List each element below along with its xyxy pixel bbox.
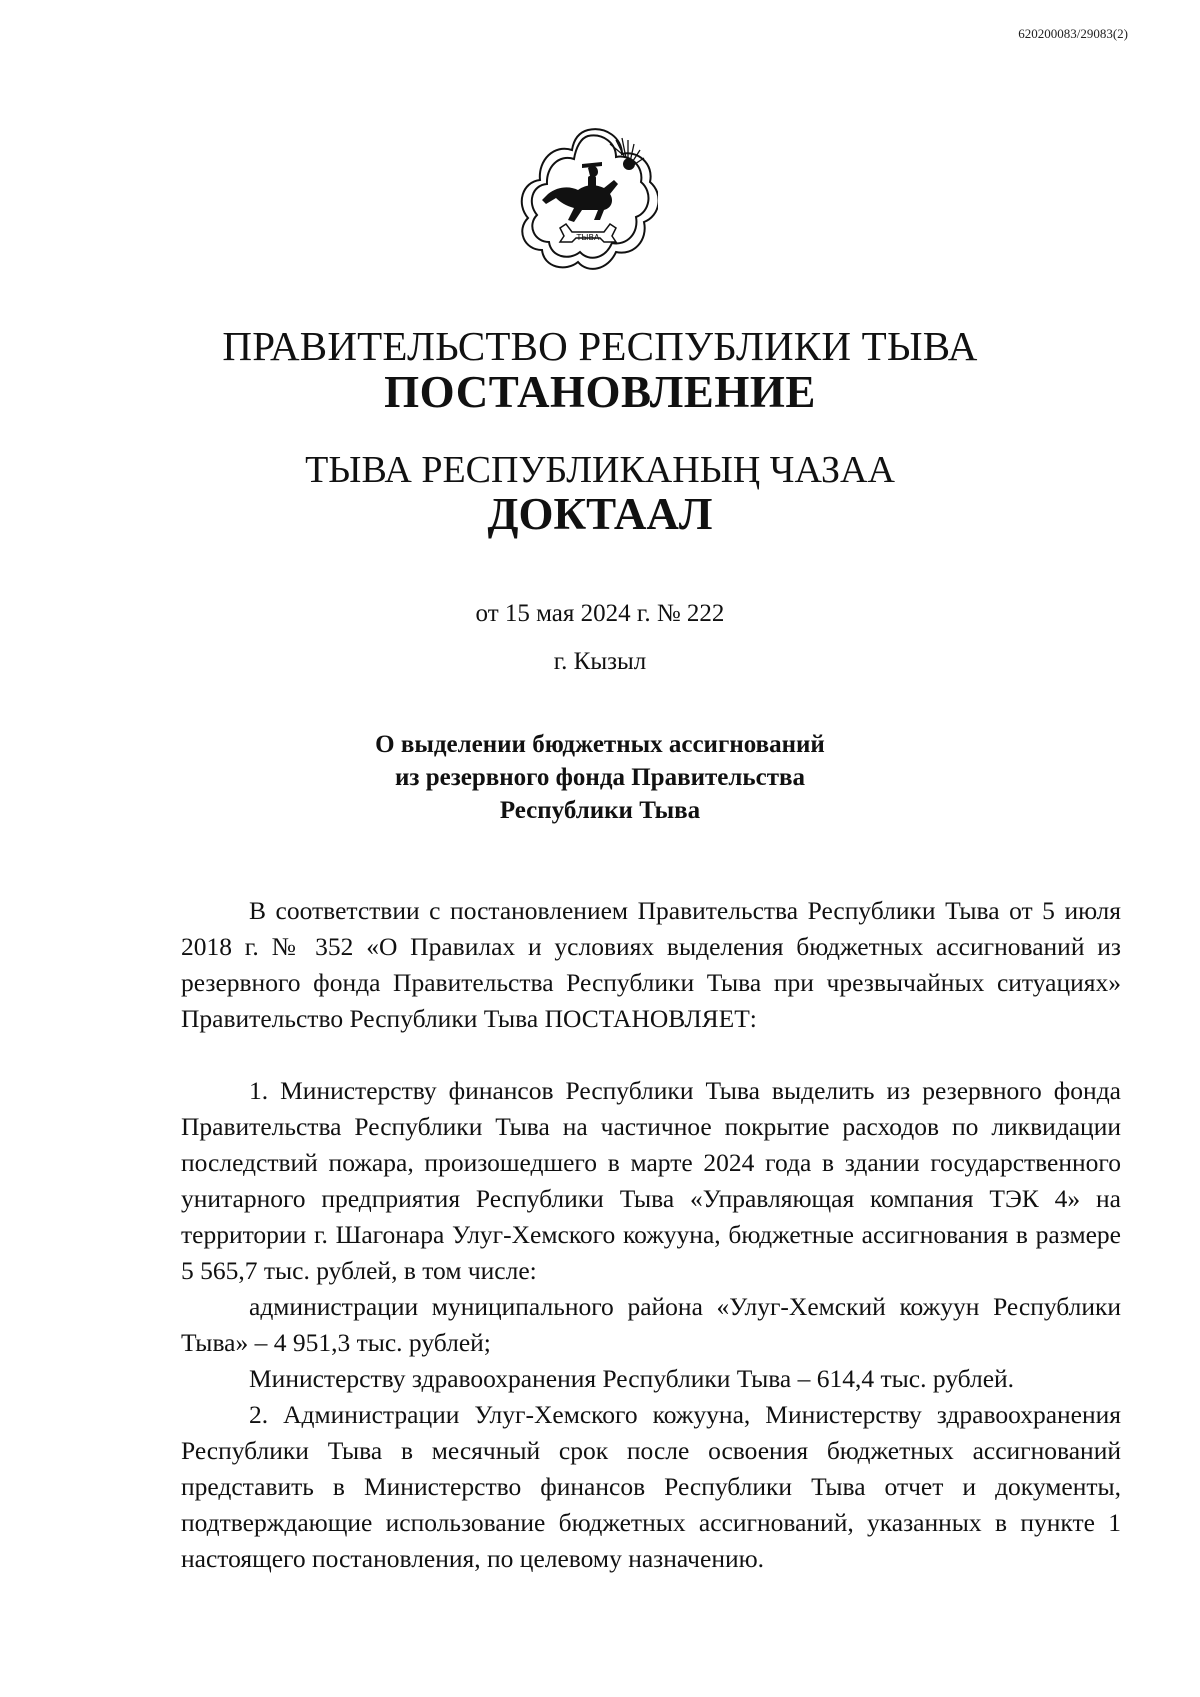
- allocation-item-paragraph: администрации муниципального района «Улуг-Хемский кожуун Республики Тыва» – 4 951,3 тыс. рублей;: [181, 1292, 1121, 1357]
- decree-title-line: Республики Тыва: [499, 797, 701, 824]
- decree-title-line: из резервного фонда Правительства: [395, 764, 805, 791]
- decree-date-number: от 15 мая 2024 г. № 222: [475, 600, 725, 627]
- preamble-paragraph: В соответствии с постановлением Правительства Республики Тыва от 5 июля 2018 г. № 352 «О Правилах и условиях выделения бюджетных ассигнований из резервного фонда Правительства Республики Тыва при чрезвычайных ситуациях» Правительство Республики Тыва ПОСТАНОВЛЯЕТ:: [181, 896, 1121, 1033]
- issue-city: г. Кызыл: [553, 648, 647, 675]
- clause-1-paragraph: 1. Министерству финансов Республики Тыва выделить из резервного фонда Правительства Республики Тыва на частичное покрытие расходов по ликвидации последствий пожара, произошедшего в марте 2024 года в здании государственного унитарного предприятия Республики Тыва «Управляющая компания ТЭК 4» на территории г. Шагонара Улуг-Хемского кожууна, бюджетные ассигнования в размере 5 565,7 тыс. рублей, в том числе:: [181, 1076, 1121, 1285]
- government-title-tuvan: ТЫВА РЕСПУБЛИКАНЫҢ ЧАЗАА: [305, 449, 895, 491]
- allocation-item-paragraph: Министерству здравоохранения Республики Тыва – 614,4 тыс. рублей.: [249, 1364, 1015, 1393]
- decree-heading-russian: ПОСТАНОВЛЕНИЕ: [384, 367, 816, 417]
- decree-heading-tuvan: ДОКТААЛ: [487, 489, 713, 539]
- document-registration-number: 620200083/29083(2): [1018, 26, 1128, 41]
- decree-title-line: О выделении бюджетных ассигнований: [375, 731, 825, 758]
- clause-2-paragraph: 2. Администрации Улуг-Хемского кожууна, Министерству здравоохранения Республики Тыва в месячный срок после освоения бюджетных ассигнований представить в Министерство финансов Республики Тыва отчет и документы, подтверждающие использование бюджетных ассигнований, указанных в пункте 1 настоящего постановления, по целевому назначению.: [181, 1400, 1121, 1573]
- decree-body: [181, 893, 1121, 1577]
- government-title-russian: ПРАВИТЕЛЬСТВО РЕСПУБЛИКИ ТЫВА: [222, 323, 978, 369]
- decree-title: [0, 728, 1200, 827]
- svg-text:ТЫВА: ТЫВА: [576, 233, 600, 242]
- tuva-coat-of-arms-icon: [518, 124, 658, 276]
